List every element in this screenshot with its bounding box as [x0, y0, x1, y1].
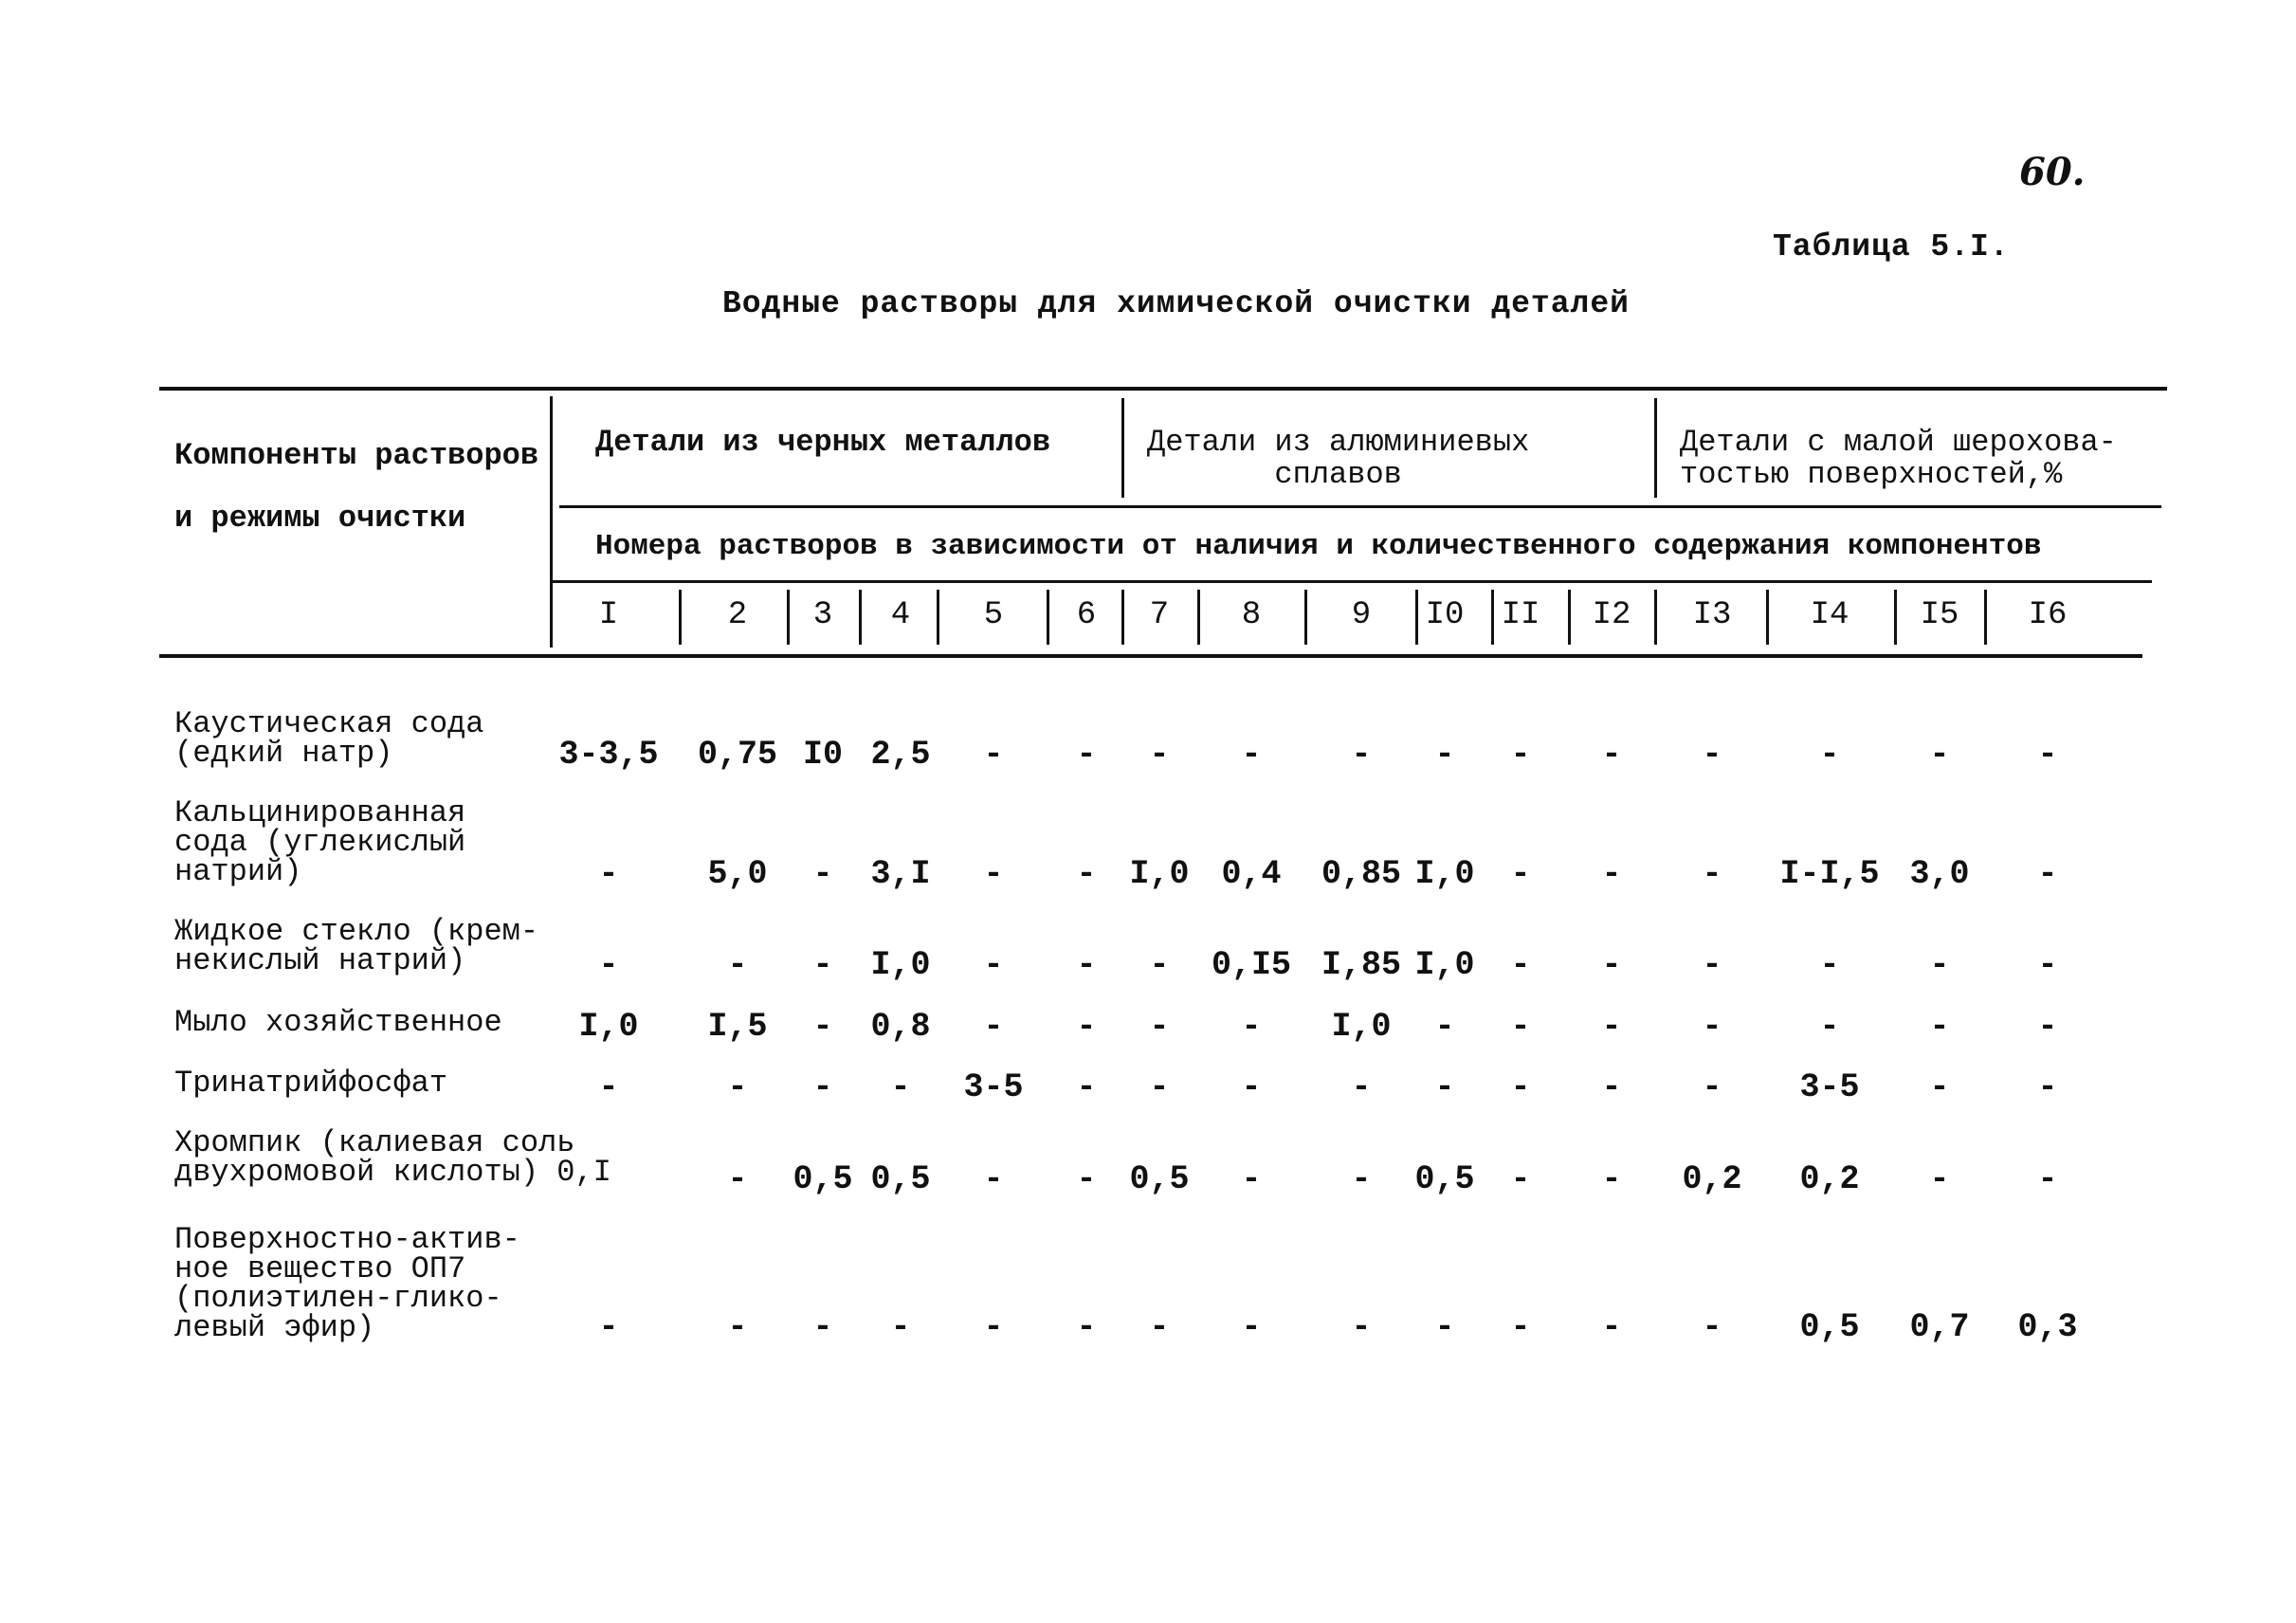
table-cell: -: [2037, 736, 2058, 774]
table-cell: 0,5: [1414, 1160, 1475, 1198]
table-cell: -: [1149, 946, 1170, 984]
table-cell: 0,I5: [1211, 946, 1291, 984]
column-number: 3: [812, 597, 833, 633]
col-divider: [1568, 590, 1571, 645]
table-cell: -: [598, 1308, 619, 1346]
table-cell: -: [983, 946, 1004, 984]
col-divider: [1984, 590, 1987, 645]
table-cell: 0,3: [2017, 1308, 2078, 1346]
table-cell: -: [2037, 855, 2058, 893]
col-divider: [1766, 590, 1769, 645]
column-number: 9: [1351, 597, 1372, 633]
table-cell: -: [1702, 1008, 1722, 1046]
table-cell: -: [727, 1308, 748, 1346]
table-cell: -: [890, 1068, 911, 1106]
table-cell: 2,5: [870, 736, 931, 774]
table-cell: -: [983, 1160, 1004, 1198]
table-cell: -: [1434, 1008, 1455, 1046]
column-number: I3: [1692, 597, 1732, 633]
group-aluminium-header: Детали из алюминиевых сплавов: [1147, 425, 1530, 492]
table-title: Водные растворы для химической очистки деталей: [722, 286, 1630, 321]
table-cell: -: [983, 1008, 1004, 1046]
row-label: Кальцинированная сода (углекислый натрий): [174, 795, 466, 889]
table-cell: -: [1241, 1160, 1262, 1198]
table-cell: -: [1819, 1008, 1840, 1046]
table-cell: -: [812, 1308, 833, 1346]
table-cell: -: [2037, 946, 2058, 984]
table-cell: -: [2037, 1008, 2058, 1046]
table-cell: -: [1076, 1160, 1097, 1198]
table-cell: -: [1434, 1308, 1455, 1346]
page-number: 60.: [2019, 150, 2086, 194]
table-cell: -: [1601, 1008, 1622, 1046]
table-cell: 0,5: [870, 1160, 931, 1198]
table-cell: -: [1601, 1068, 1622, 1106]
table-cell: -: [1076, 1008, 1097, 1046]
table-cell: -: [1076, 736, 1097, 774]
components-header: Компоненты растворов и режимы очистки: [174, 438, 539, 536]
table-cell: -: [727, 1160, 748, 1198]
table-cell: -: [1510, 1308, 1531, 1346]
table-cell: -: [983, 1308, 1004, 1346]
col-divider: [679, 590, 682, 645]
column-number: 7: [1149, 597, 1170, 633]
table-cell: I,0: [1331, 1008, 1392, 1046]
column-number: I2: [1592, 597, 1631, 633]
table-cell: -: [1351, 1068, 1372, 1106]
table-cell: -: [1929, 1008, 1950, 1046]
table-cell: -: [1241, 1008, 1262, 1046]
table-cell: 0,8: [870, 1008, 931, 1046]
group-divider-2: [1654, 398, 1657, 498]
table-cell: -: [1510, 946, 1531, 984]
table-cell: -: [1076, 855, 1097, 893]
table-cell: -: [1351, 1308, 1372, 1346]
table-cell: 0,5: [793, 1160, 853, 1198]
table-cell: -: [1819, 736, 1840, 774]
col-divider: [1654, 590, 1657, 645]
row-label: Мыло хозяйственное: [174, 1005, 502, 1040]
table-cell: -: [890, 1308, 911, 1346]
table-cell: 0,2: [1799, 1160, 1860, 1198]
table-cell: I,5: [707, 1008, 768, 1046]
table-cell: -: [1241, 1308, 1262, 1346]
table-cell: -: [1601, 1160, 1622, 1198]
table-cell: -: [812, 855, 833, 893]
table-cell: -: [1929, 736, 1950, 774]
group-divider-1: [1121, 398, 1124, 498]
table-cell: -: [1076, 946, 1097, 984]
table-cell: -: [2037, 1068, 2058, 1106]
table-cell: 3,I: [870, 855, 931, 893]
column-number: 6: [1076, 597, 1097, 633]
column-number: I0: [1425, 597, 1465, 633]
table-cell: -: [1434, 736, 1455, 774]
table-cell: 0,5: [1799, 1308, 1860, 1346]
table-cell: 0,75: [697, 736, 777, 774]
table-cell: -: [1601, 736, 1622, 774]
column-number: 2: [727, 597, 748, 633]
column-number: II: [1501, 597, 1540, 633]
table-cell: 5,0: [707, 855, 768, 893]
table-cell: -: [1601, 855, 1622, 893]
table-cell: -: [812, 1008, 833, 1046]
table-cell: -: [1702, 946, 1722, 984]
row-label: Поверхностно-актив- ное вещество ОП7 (полиэтилен-глико- левый эфир): [174, 1222, 520, 1345]
table-cell: 3-3,5: [558, 736, 659, 774]
row-label: Хромпик (калиевая соль двухромовой кислоты) 0,I: [174, 1125, 611, 1190]
table-cell: -: [812, 1068, 833, 1106]
table-cell: -: [1149, 1008, 1170, 1046]
table-cell: -: [1510, 1008, 1531, 1046]
table-cell: I,0: [578, 1008, 639, 1046]
table-cell: I,0: [1414, 946, 1475, 984]
row-label: Жидкое стекло (крем- некислый натрий): [174, 914, 539, 978]
table-cell: -: [727, 1068, 748, 1106]
table-cell: -: [1702, 736, 1722, 774]
table-cell: -: [1702, 1308, 1722, 1346]
table-cell: -: [2037, 1160, 2058, 1198]
table-cell: -: [1929, 1160, 1950, 1198]
table-cell: -: [598, 946, 619, 984]
table-cell: I,0: [1129, 855, 1190, 893]
table-cell: I,0: [870, 946, 931, 984]
table-cell: 3-5: [963, 1068, 1024, 1106]
row-label: Каустическая сода (едкий натр): [174, 706, 484, 771]
table-cell: -: [727, 946, 748, 984]
table-cell: 3,0: [1909, 855, 1970, 893]
table-cell: I0: [802, 736, 843, 774]
column-number: 8: [1241, 597, 1262, 633]
table-cell: -: [598, 855, 619, 893]
table-cell: I,85: [1321, 946, 1401, 984]
column-number: 5: [983, 597, 1004, 633]
column-number: I5: [1920, 597, 1959, 633]
table-cell: 0,4: [1221, 855, 1282, 893]
table-label: Таблица 5.I.: [1773, 229, 2010, 264]
table-cell: -: [1819, 946, 1840, 984]
table-cell: -: [1929, 1068, 1950, 1106]
group-ferrous-header: Детали из черных металлов: [595, 425, 1051, 460]
table-cell: -: [983, 855, 1004, 893]
table-cell: -: [983, 736, 1004, 774]
column-number: I: [598, 597, 619, 633]
table-cell: -: [1510, 736, 1531, 774]
table-cell: -: [1149, 1308, 1170, 1346]
table-cell: -: [1076, 1308, 1097, 1346]
table-cell: 0,5: [1129, 1160, 1190, 1198]
table-cell: -: [1149, 1068, 1170, 1106]
table-cell: -: [1702, 855, 1722, 893]
table-cell: -: [1702, 1068, 1722, 1106]
table-cell: -: [1076, 1068, 1097, 1106]
table-cell: 0,2: [1682, 1160, 1742, 1198]
col-divider: [1304, 590, 1307, 645]
table-cell: -: [812, 946, 833, 984]
table-cell: -: [1929, 946, 1950, 984]
table-cell: -: [1434, 1068, 1455, 1106]
group-rule: [559, 505, 2161, 508]
table-cell: I-I,5: [1779, 855, 1880, 893]
header-divider: [550, 396, 553, 647]
table-cell: -: [598, 1068, 619, 1106]
numbers-rule: [550, 580, 2152, 583]
table-cell: -: [1149, 736, 1170, 774]
row-label: Тринатрийфосфат: [174, 1066, 448, 1101]
table-cell: -: [1510, 855, 1531, 893]
col-divider: [1894, 590, 1897, 645]
table-cell: -: [1510, 1160, 1531, 1198]
table-cell: -: [1351, 736, 1372, 774]
table-cell: -: [1601, 946, 1622, 984]
table-cell: -: [1241, 1068, 1262, 1106]
table-cell: -: [1241, 736, 1262, 774]
top-rule: [159, 387, 2167, 391]
table-cell: 3-5: [1799, 1068, 1860, 1106]
column-number: 4: [890, 597, 911, 633]
column-number: I4: [1810, 597, 1850, 633]
col-divider: [1197, 590, 1200, 645]
table-cell: 0,85: [1321, 855, 1401, 893]
group-roughness-header: Детали с малой шерохова- тостью поверхностей,%: [1680, 425, 2117, 492]
table-cell: I,0: [1414, 855, 1475, 893]
table-cell: 0,7: [1909, 1308, 1970, 1346]
table-cell: -: [1601, 1308, 1622, 1346]
header-bottom-rule: [159, 654, 2142, 658]
table-cell: -: [1510, 1068, 1531, 1106]
table-cell: -: [1351, 1160, 1372, 1198]
numbers-caption: Номера растворов в зависимости от наличия и количественного содержания компонентов: [595, 530, 2042, 563]
column-number: I6: [2028, 597, 2068, 633]
